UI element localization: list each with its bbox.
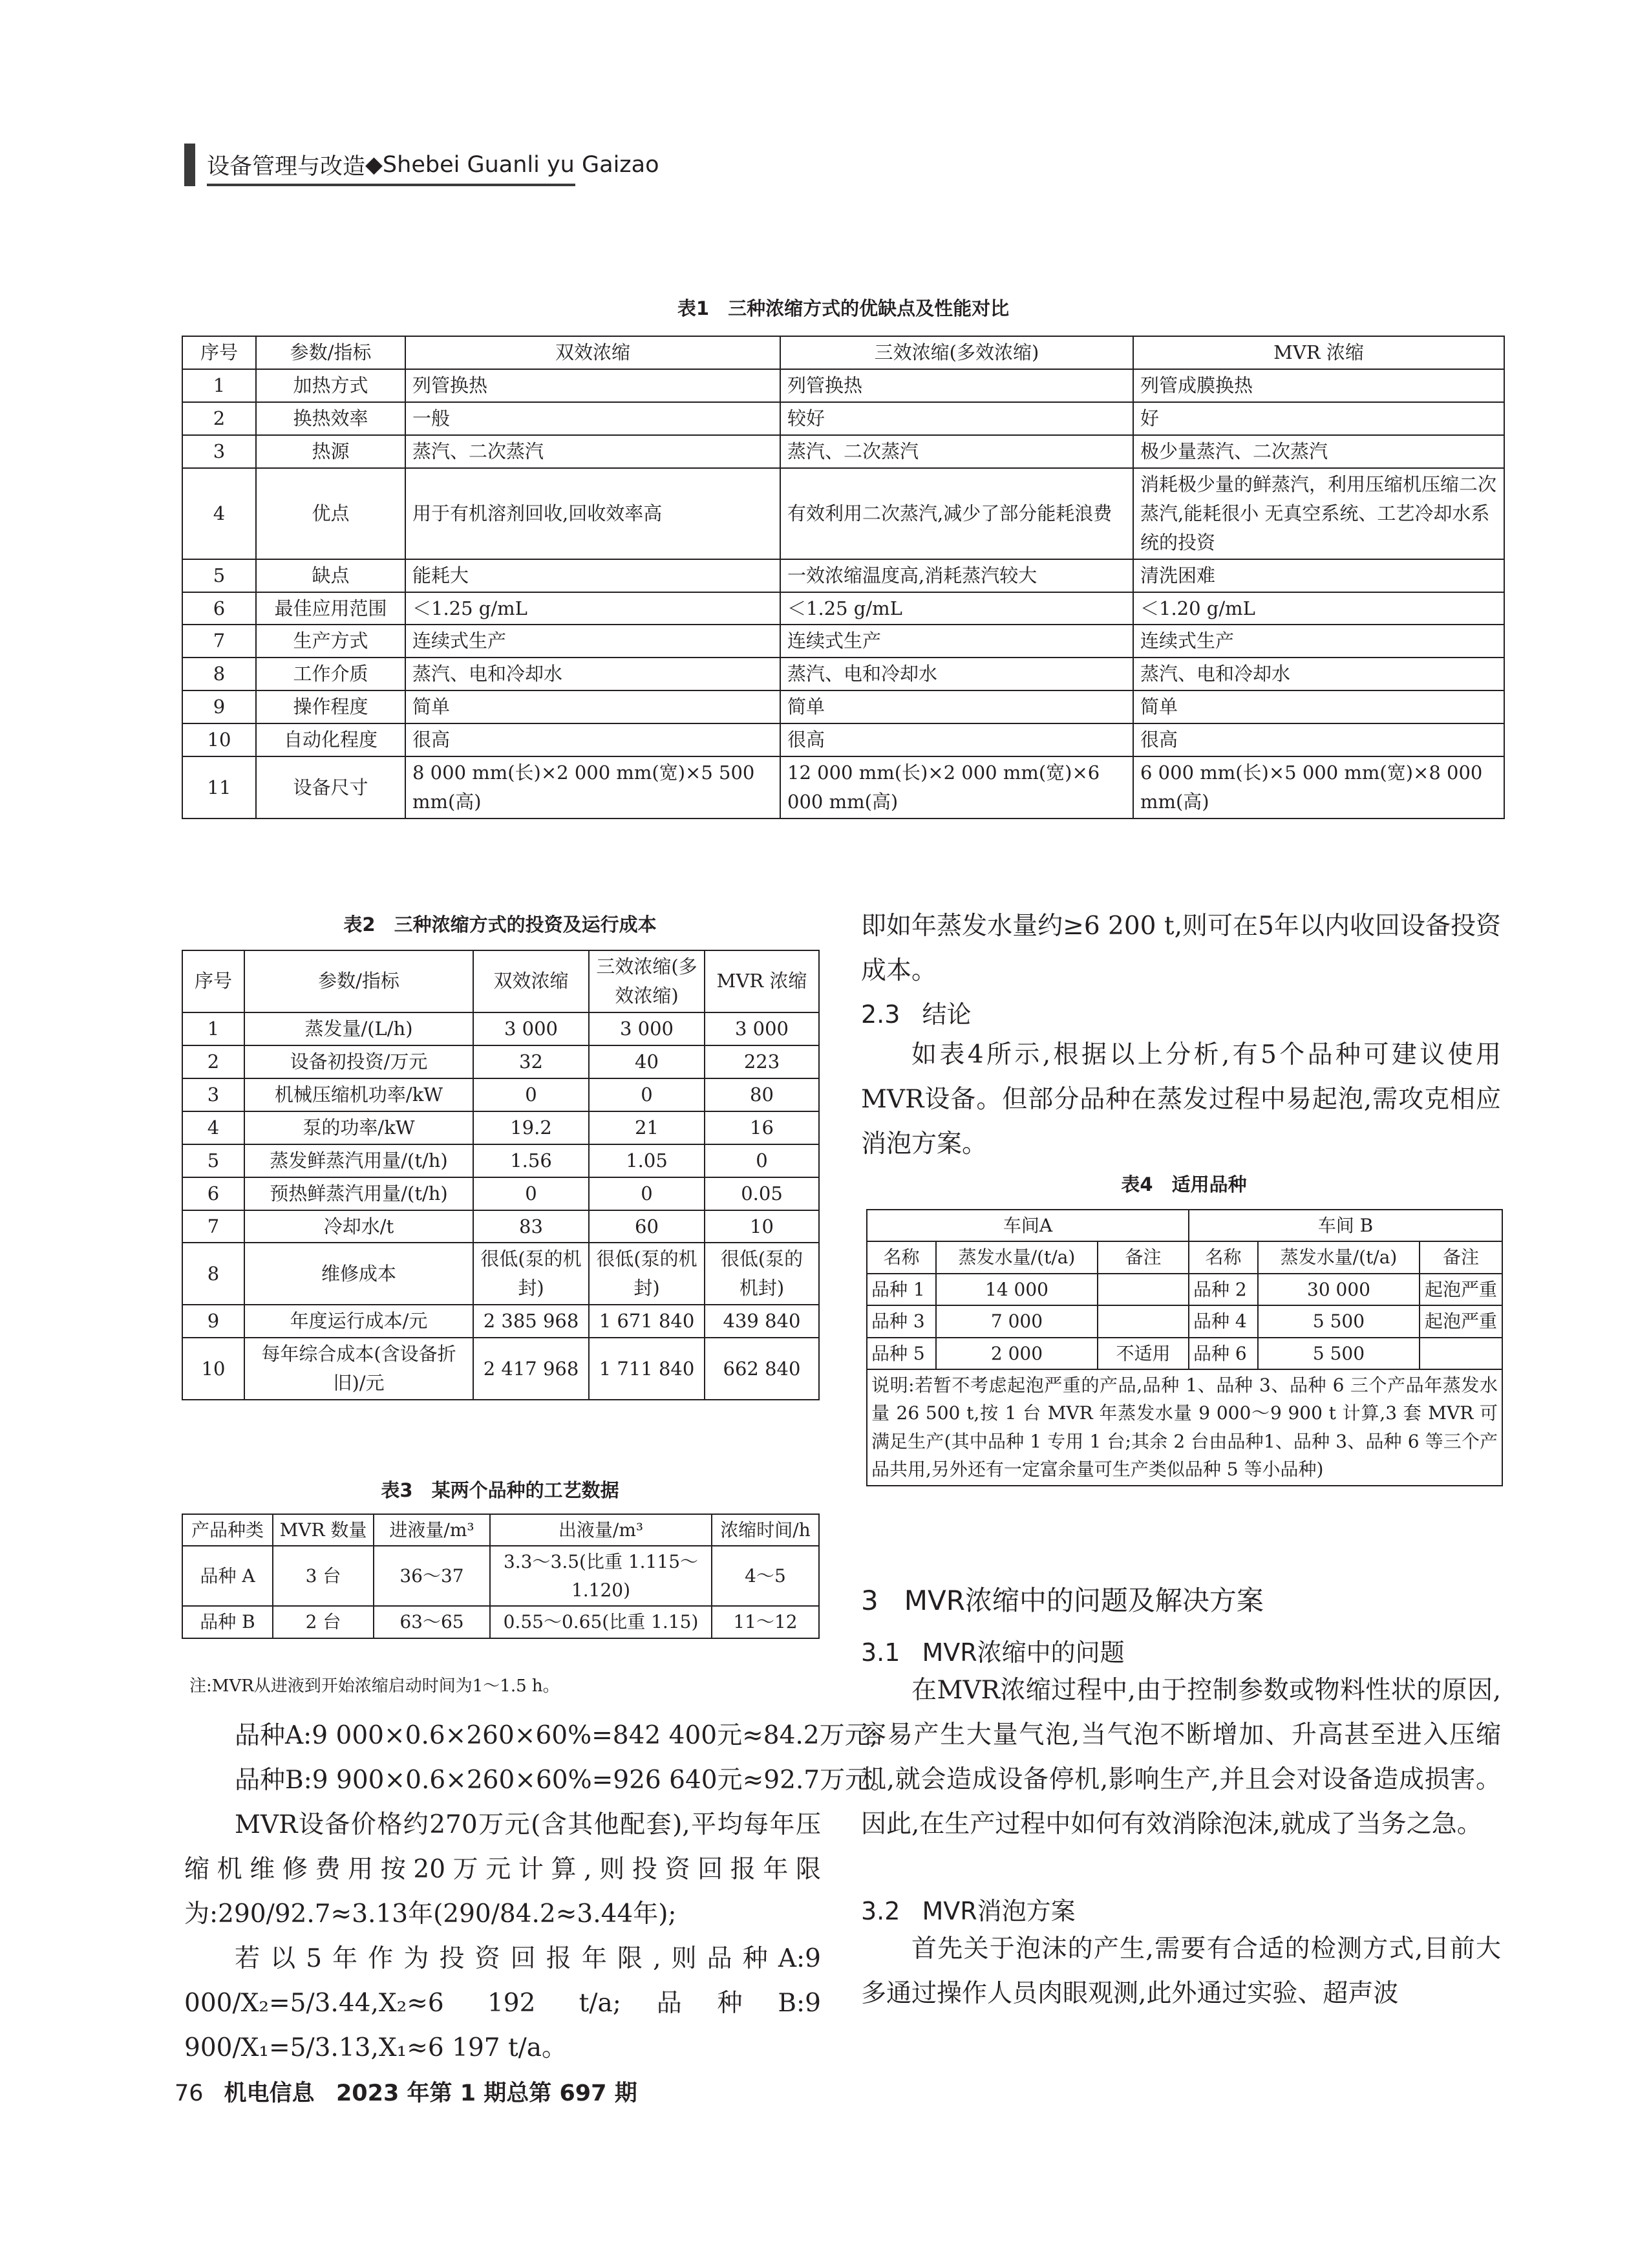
table4 xyxy=(866,1209,1503,1486)
table-cell: 极少量蒸汽、二次蒸汽 xyxy=(1133,435,1504,468)
table1-caption: 表1 三种浓缩方式的优缺点及性能对比 xyxy=(677,297,1010,319)
table2-header-row xyxy=(182,950,819,1012)
table4-group-b: 车间 B xyxy=(1189,1210,1502,1241)
table-row xyxy=(182,1243,819,1305)
table4-header-row xyxy=(867,1241,1502,1273)
table-cell: 3.3～3.5(比重 1.115～1.120) xyxy=(490,1546,712,1606)
table-cell: 3 000 xyxy=(589,1012,705,1045)
journal-name: 机电信息 xyxy=(224,2081,315,2106)
table-cell: 简单 xyxy=(780,690,1133,723)
page-footer xyxy=(175,2075,637,2108)
table-cell: 1 711 840 xyxy=(589,1338,705,1400)
table-cell: 19.2 xyxy=(473,1111,589,1144)
calc-line-b: 品种B:9 900×0.6×260×60%=926 640元≈92.7万元。 xyxy=(235,1766,896,1795)
table-cell: 简单 xyxy=(1133,690,1504,723)
page-number: 76 xyxy=(175,2081,204,2106)
table-cell: 10 xyxy=(182,723,256,756)
table-row xyxy=(182,1012,819,1045)
table-cell: 品种 1 xyxy=(867,1274,936,1305)
table-cell: 662 840 xyxy=(705,1338,819,1400)
table-cell: 2 385 968 xyxy=(473,1305,589,1338)
table1-header-row xyxy=(182,336,1504,369)
table-cell: 品种 5 xyxy=(867,1338,936,1369)
table-row xyxy=(182,592,1504,625)
table-cell: 5 500 xyxy=(1258,1305,1420,1337)
table-cell: 自动化程度 xyxy=(256,723,405,756)
table-cell: 工作介质 xyxy=(256,658,405,690)
table3-header-cell: 进液量/m³ xyxy=(374,1514,490,1546)
table-cell: ＜1.25 g/mL xyxy=(780,592,1133,625)
table-row xyxy=(182,559,1504,592)
table-cell: 9 xyxy=(182,690,256,723)
table-cell: 60 xyxy=(589,1210,705,1243)
table4-header-cell: 蒸发水量/(t/a) xyxy=(1258,1241,1420,1273)
table-cell: 0 xyxy=(473,1177,589,1210)
table-cell: 品种 B xyxy=(182,1606,273,1638)
table4-note-row xyxy=(867,1369,1502,1486)
table-cell: 2 xyxy=(182,402,256,435)
section-3-heading xyxy=(861,1579,1290,1618)
table-cell: 6 000 mm(长)×5 000 mm(宽)×8 000 mm(高) xyxy=(1133,756,1504,818)
table-cell: 1 xyxy=(182,369,256,402)
table3-caption: 表3 某两个品种的工艺数据 xyxy=(381,1479,619,1501)
table-cell: 5 xyxy=(182,1144,244,1177)
table-cell: 11 xyxy=(182,756,256,818)
table-cell: 缺点 xyxy=(256,559,405,592)
table-row xyxy=(182,723,1504,756)
table-cell: 蒸汽、二次蒸汽 xyxy=(780,435,1133,468)
defoam-paragraph: 首先关于泡沫的产生,需要有合适的检测方式,目前大多通过操作人员肉眼观测,此外通过实验、超声波 xyxy=(861,1934,1501,2008)
table-cell: 品种 4 xyxy=(1189,1305,1258,1337)
table-cell: 清洗困难 xyxy=(1133,559,1504,592)
section-3-2-heading xyxy=(861,1891,1098,1927)
table4-header-cell: 名称 xyxy=(1189,1241,1258,1273)
table-cell: 11～12 xyxy=(712,1606,819,1638)
table-cell: 连续式生产 xyxy=(405,625,780,658)
table-cell: 蒸发量/(L/h) xyxy=(244,1012,473,1045)
table-cell: 优点 xyxy=(256,468,405,559)
table1-header-cell: 参数/指标 xyxy=(256,336,405,369)
calc-line-a: 品种A:9 000×0.6×260×60%=842 400元≈84.2万元; xyxy=(235,1721,878,1750)
table-row xyxy=(182,658,1504,690)
table-cell: 热源 xyxy=(256,435,405,468)
table-cell: 223 xyxy=(705,1045,819,1078)
table-row xyxy=(182,625,1504,658)
table-cell: 32 xyxy=(473,1045,589,1078)
table4-caption: 表4 适用品种 xyxy=(1121,1173,1247,1195)
section-3-2-title: MVR消泡方案 xyxy=(922,1897,1076,1925)
table-cell: 5 xyxy=(182,559,256,592)
table-cell: 83 xyxy=(473,1210,589,1243)
header-underline xyxy=(207,184,575,186)
table-cell: 4 xyxy=(182,1111,244,1144)
table-cell: 0.05 xyxy=(705,1177,819,1210)
table2-header-cell: 参数/指标 xyxy=(244,950,473,1012)
table-cell: 4 xyxy=(182,468,256,559)
table-cell: 6 xyxy=(182,592,256,625)
section-3-1-title: MVR浓缩中的问题 xyxy=(922,1638,1125,1667)
investment-paragraph: 若以5年作为投资回报年限,则品种A:9 000/X₂=5/3.44,X₂≈6 192 t/a;品种B:9 900/X₁=5/3.13,X₁≈6 197 t/a。 xyxy=(184,1944,821,2062)
table-cell: 1 671 840 xyxy=(589,1305,705,1338)
table-cell: 消耗极少量的鲜蒸汽，利用压缩机压缩二次蒸汽,能耗很小 无真空系统、工艺冷却水系统的投资 xyxy=(1133,468,1504,559)
table-cell: 列管成膜换热 xyxy=(1133,369,1504,402)
table-row xyxy=(182,468,1504,559)
table-cell: 4～5 xyxy=(712,1546,819,1606)
table-cell: 6 xyxy=(182,1177,244,1210)
table-row xyxy=(182,1045,819,1078)
table1-header-cell: MVR 浓缩 xyxy=(1133,336,1504,369)
table-cell: 品种 3 xyxy=(867,1305,936,1337)
table-cell: 蒸汽、电和冷却水 xyxy=(405,658,780,690)
table4-header-cell: 备注 xyxy=(1098,1241,1189,1273)
table-cell: 加热方式 xyxy=(256,369,405,402)
table-cell: 连续式生产 xyxy=(1133,625,1504,658)
table-cell: 一效浓缩温度高,消耗蒸汽较大 xyxy=(780,559,1133,592)
table-cell: 8 000 mm(长)×2 000 mm(宽)×5 500 mm(高) xyxy=(405,756,780,818)
table-cell: 年度运行成本/元 xyxy=(244,1305,473,1338)
table-cell: 0 xyxy=(705,1144,819,1177)
table4-group-a: 车间A xyxy=(867,1210,1189,1241)
table-cell: 预热鲜蒸汽用量/(t/h) xyxy=(244,1177,473,1210)
journal-issue: 2023 年第 1 期总第 697 期 xyxy=(335,2081,637,2106)
payback-paragraph: MVR设备价格约270万元(含其他配套),平均每年压缩机维修费用按20万元计算,则投资回报年限为:290/92.7≈3.13年(290/84.2≈3.44年); xyxy=(184,1810,821,1929)
table-row xyxy=(182,1210,819,1243)
table-cell: 蒸汽、电和冷却水 xyxy=(780,658,1133,690)
table-cell: 品种 6 xyxy=(1189,1338,1258,1369)
table-cell: 简单 xyxy=(405,690,780,723)
table-cell: 品种 A xyxy=(182,1546,273,1606)
table-cell: 0 xyxy=(473,1078,589,1111)
header-section-pinyin: ◆Shebei Guanli yu Gaizao xyxy=(365,152,659,178)
table-cell: 3 xyxy=(182,435,256,468)
table-row xyxy=(182,690,1504,723)
section-3-title: MVR浓缩中的问题及解决方案 xyxy=(904,1585,1264,1616)
table2-header-cell: 双效浓缩 xyxy=(473,950,589,1012)
table-row xyxy=(182,1111,819,1144)
table-cell: 63～65 xyxy=(374,1606,490,1638)
table-cell: 设备初投资/万元 xyxy=(244,1045,473,1078)
table-cell: 12 000 mm(长)×2 000 mm(宽)×6 000 mm(高) xyxy=(780,756,1133,818)
table-row xyxy=(182,1078,819,1111)
table-cell: 蒸汽、电和冷却水 xyxy=(1133,658,1504,690)
table-cell: 用于有机溶剂回收,回收效率高 xyxy=(405,468,780,559)
table-cell: 3 000 xyxy=(705,1012,819,1045)
section-3-1-number: 3.1 xyxy=(861,1638,900,1667)
table-cell: 14 000 xyxy=(936,1274,1098,1305)
running-header xyxy=(184,144,659,186)
section-2-3-title: 结论 xyxy=(922,1000,972,1029)
table-cell: 16 xyxy=(705,1111,819,1144)
problem-paragraph: 在MVR浓缩过程中,由于控制参数或物料性状的原因,容易产生大量气泡,当气泡不断增加、升高甚至进入压缩机,就会造成设备停机,影响生产,并且会对设备造成损害。因此,在生产过程中如何有效消除泡沫,就成了当务之急。 xyxy=(861,1676,1501,1839)
table-cell: ＜1.25 g/mL xyxy=(405,592,780,625)
table-cell: 10 xyxy=(705,1210,819,1243)
table-cell: 1 xyxy=(182,1012,244,1045)
table-cell: 2 台 xyxy=(273,1606,374,1638)
table4-header-cell: 蒸发水量/(t/a) xyxy=(936,1241,1098,1273)
table1-header-cell: 序号 xyxy=(182,336,256,369)
table-row xyxy=(182,435,1504,468)
table-cell: 每年综合成本(含设备折旧)/元 xyxy=(244,1338,473,1400)
section-3-2-number: 3.2 xyxy=(861,1897,900,1925)
table-cell xyxy=(1420,1338,1502,1369)
table-cell xyxy=(1098,1305,1189,1337)
table-cell: 0 xyxy=(589,1078,705,1111)
table3-header-cell: 出液量/m³ xyxy=(490,1514,712,1546)
table-cell: 很高 xyxy=(780,723,1133,756)
table-cell: 439 840 xyxy=(705,1305,819,1338)
table3-header-cell: 浓缩时间/h xyxy=(712,1514,819,1546)
right-para-0: 即如年蒸发水量约≥6 200 t,则可在5年以内收回设备投资成本。 xyxy=(861,912,1501,985)
section-2-3-number: 2.3 xyxy=(861,1000,900,1029)
table-cell: 3 xyxy=(182,1078,244,1111)
table-cell: 换热效率 xyxy=(256,402,405,435)
table-row xyxy=(182,1177,819,1210)
table-cell: 有效利用二次蒸汽,减少了部分能耗浪费 xyxy=(780,468,1133,559)
table-cell: 7 xyxy=(182,1210,244,1243)
table2 xyxy=(182,950,820,1400)
table-cell: 维修成本 xyxy=(244,1243,473,1305)
table-cell: 40 xyxy=(589,1045,705,1078)
table-cell: 设备尺寸 xyxy=(256,756,405,818)
table-row xyxy=(182,1305,819,1338)
table-cell: 品种 2 xyxy=(1189,1274,1258,1305)
table-row xyxy=(182,1546,819,1606)
table-cell: 3 台 xyxy=(273,1546,374,1606)
table-cell: 生产方式 xyxy=(256,625,405,658)
table3-header-cell: 产品种类 xyxy=(182,1514,273,1546)
section-3-number: 3 xyxy=(861,1585,878,1616)
table-cell: 9 xyxy=(182,1305,244,1338)
table-row xyxy=(867,1274,1502,1305)
table-cell: 很高 xyxy=(1133,723,1504,756)
table2-header-cell: 三效浓缩(多效浓缩) xyxy=(589,950,705,1012)
table-cell: 操作程度 xyxy=(256,690,405,723)
header-section-cn: 设备管理与改造 xyxy=(207,154,366,180)
table4-header-cell: 名称 xyxy=(867,1241,936,1273)
table2-header-cell: MVR 浓缩 xyxy=(705,950,819,1012)
table-row xyxy=(182,756,1504,818)
table-cell: 7 xyxy=(182,625,256,658)
table2-header-cell: 序号 xyxy=(182,950,244,1012)
table3 xyxy=(182,1514,820,1639)
table-row xyxy=(182,402,1504,435)
section-3-1-heading xyxy=(861,1632,1147,1668)
table-row xyxy=(182,1606,819,1638)
table-cell: 泵的功率/kW xyxy=(244,1111,473,1144)
table-row xyxy=(867,1338,1502,1369)
table-row xyxy=(182,1338,819,1400)
table-cell: 很低(泵的机封) xyxy=(473,1243,589,1305)
section-2-3-heading xyxy=(861,994,993,1030)
table-cell: 2 000 xyxy=(936,1338,1098,1369)
table-cell: 蒸汽、二次蒸汽 xyxy=(405,435,780,468)
table-cell: 一般 xyxy=(405,402,780,435)
table-cell: 30 000 xyxy=(1258,1274,1420,1305)
table1-header-cell: 双效浓缩 xyxy=(405,336,780,369)
table4-group-row xyxy=(867,1210,1502,1241)
table-cell: 10 xyxy=(182,1338,244,1400)
table-cell: 1.05 xyxy=(589,1144,705,1177)
header-bar-icon xyxy=(184,144,195,186)
table-cell: 很低(泵的机封) xyxy=(589,1243,705,1305)
table-row xyxy=(867,1305,1502,1337)
table-cell: 3 000 xyxy=(473,1012,589,1045)
table-cell: 8 xyxy=(182,658,256,690)
table-row xyxy=(182,1144,819,1177)
table-cell: 连续式生产 xyxy=(780,625,1133,658)
table-cell: 列管换热 xyxy=(405,369,780,402)
table-cell: 8 xyxy=(182,1243,244,1305)
table-cell: 机械压缩机功率/kW xyxy=(244,1078,473,1111)
conclusion-paragraph: 如表4所示,根据以上分析,有5个品种可建议使用MVR设备。但部分品种在蒸发过程中易起泡,需攻克相应消泡方案。 xyxy=(861,1040,1501,1159)
table-cell: 21 xyxy=(589,1111,705,1144)
table-cell: 5 500 xyxy=(1258,1338,1420,1369)
table-cell: 列管换热 xyxy=(780,369,1133,402)
table-cell: 起泡严重 xyxy=(1420,1305,1502,1337)
table-cell: 2 xyxy=(182,1045,244,1078)
table-cell: 0.55～0.65(比重 1.15) xyxy=(490,1606,712,1638)
table-cell: 能耗大 xyxy=(405,559,780,592)
table1 xyxy=(182,336,1505,819)
table-cell: 7 000 xyxy=(936,1305,1098,1337)
table-cell xyxy=(1098,1274,1189,1305)
table3-header-row xyxy=(182,1514,819,1546)
table-cell: 80 xyxy=(705,1078,819,1111)
table4-header-cell: 备注 xyxy=(1420,1241,1502,1273)
table-cell: 较好 xyxy=(780,402,1133,435)
table-cell: 2 417 968 xyxy=(473,1338,589,1400)
table-cell: ＜1.20 g/mL xyxy=(1133,592,1504,625)
table-row xyxy=(182,369,1504,402)
table-cell: 36～37 xyxy=(374,1546,490,1606)
table-cell: 最佳应用范围 xyxy=(256,592,405,625)
table3-note: 注:MVR从进液到开始浓缩启动时间为1～1.5 h。 xyxy=(189,1676,560,1696)
table4-note: 说明:若暂不考虑起泡严重的产品,品种 1、品种 3、品种 6 三个产品年蒸发水量 26 500 t,按 1 台 MVR 年蒸发水量 9 000～9 900 t 计算,3 套 MVR 可满足生产(其中品种 1 专用 1 台;其余 2 台由品种1、品种 3、品种 6 等三个产品共用,另外还有一定富余量可生产类似品种 5 等小品种) xyxy=(867,1369,1502,1486)
table-cell: 起泡严重 xyxy=(1420,1274,1502,1305)
table2-caption: 表2 三种浓缩方式的投资及运行成本 xyxy=(343,914,657,936)
table-cell: 好 xyxy=(1133,402,1504,435)
table-cell: 不适用 xyxy=(1098,1338,1189,1369)
table1-header-cell: 三效浓缩(多效浓缩) xyxy=(780,336,1133,369)
table-cell: 很高 xyxy=(405,723,780,756)
table-cell: 蒸发鲜蒸汽用量/(t/h) xyxy=(244,1144,473,1177)
table-cell: 很低(泵的机封) xyxy=(705,1243,819,1305)
table-cell: 冷却水/t xyxy=(244,1210,473,1243)
table3-header-cell: MVR 数量 xyxy=(273,1514,374,1546)
table-cell: 1.56 xyxy=(473,1144,589,1177)
table-cell: 0 xyxy=(589,1177,705,1210)
